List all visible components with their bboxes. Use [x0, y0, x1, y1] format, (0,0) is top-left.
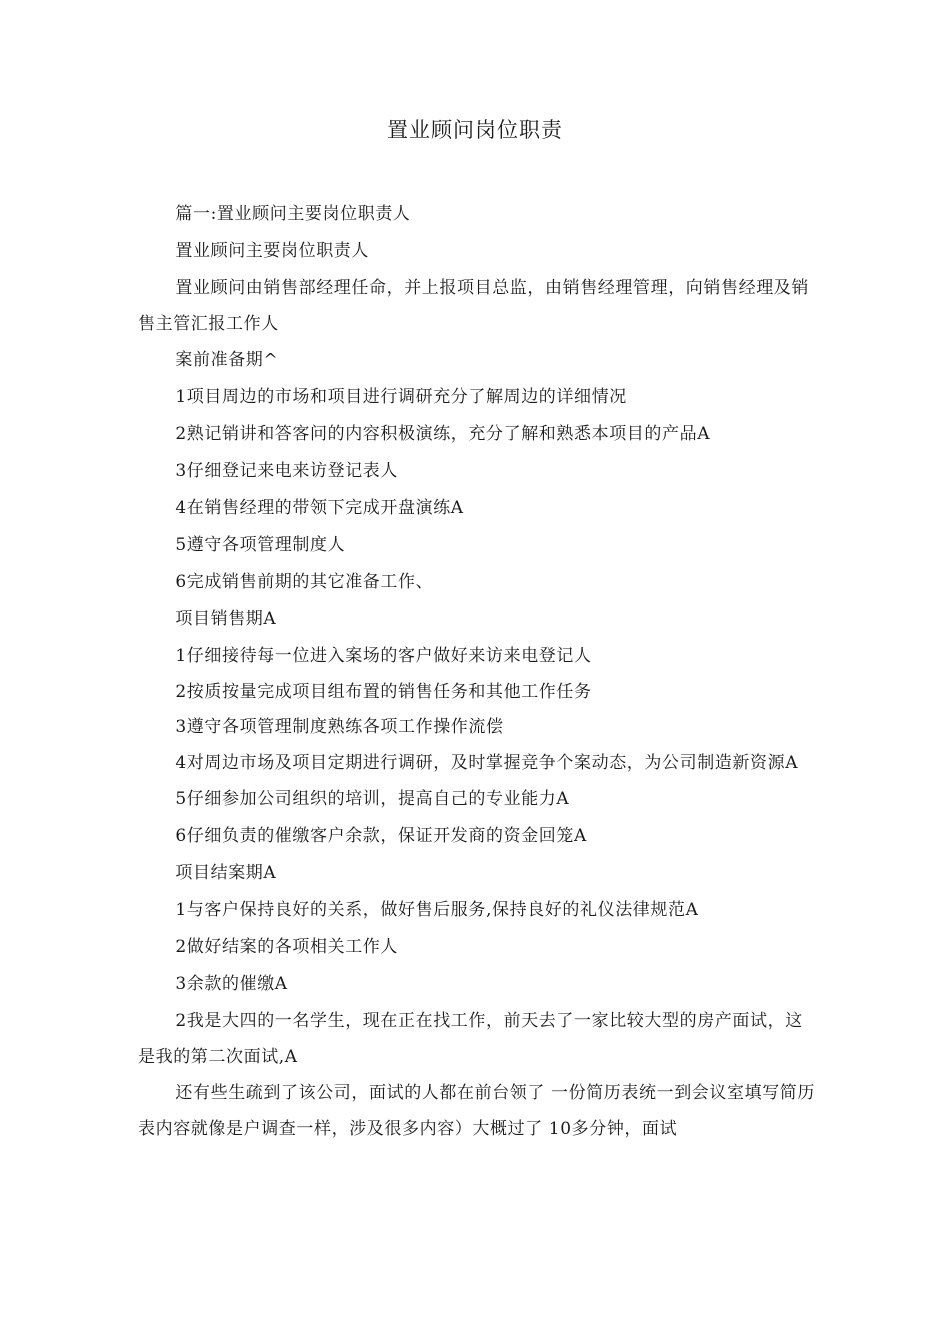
list-item: 6仔细负责的催缴客户余款，保证开发商的资金回笼A	[175, 826, 587, 846]
document-body	[138, 196, 820, 1147]
list-item: 1与客户保持良好的关系，做好售后服务,保持良好的礼仪法律规范A	[175, 900, 699, 920]
document-title: 置业顾问岗位职责	[387, 118, 563, 142]
list-item: 4在销售经理的带领下完成开盘演练A	[175, 498, 464, 518]
list-item: 3遵守各项管理制度熟练各项工作操作流偿	[175, 717, 504, 737]
list-item: 1仔细接待每一位进入案场的客户做好来访来电登记人	[175, 646, 592, 666]
list-item: 2熟记销讲和答客问的内容积极演练，充分了解和熟悉本项目的产品A	[175, 424, 711, 444]
section-heading: 案前准备期^	[175, 350, 279, 370]
list-item: 1项目周边的市场和项目进行调研充分了解周边的详细情况	[175, 387, 627, 407]
section-heading: 项目销售期A	[175, 609, 277, 629]
list-item: 2做好结案的各项相关工作人	[175, 937, 399, 957]
list-item: 2按质按量完成项目组布置的销售任务和其他工作任务	[175, 682, 592, 702]
paragraph: 还有些生疏到了该公司，面试的人都在前台领了 一份简历表统一到会议室填写简历表内容就像是户调查一样，涉及很多内容）大概过了 10多分钟，面试	[138, 1083, 815, 1139]
paragraph: 篇一:置业顾问主要岗位职责人	[175, 204, 411, 224]
paragraph: 置业顾问主要岗位职责人	[175, 241, 369, 261]
section-heading: 项目结案期A	[175, 863, 277, 883]
list-item: 5遵守各项管理制度人	[175, 535, 346, 555]
list-item: 4对周边市场及项目定期进行调研，及时掌握竞争个案动态，为公司制造新资源A	[175, 753, 799, 773]
list-item: 3仔细登记来电来访登记表人	[175, 461, 399, 481]
paragraph: 2我是大四的一名学生，现在正在找工作，前天去了一家比较大型的房产面试，这是我的第二次面试,A	[138, 1011, 803, 1067]
list-item: 5仔细参加公司组织的培训，提高自己的专业能力A	[175, 789, 570, 809]
list-item: 3余款的催缴A	[175, 974, 288, 994]
paragraph: 置业顾问由销售部经理任命，并上报项目总监，由销售经理管理，向销售经理及销售主管汇报工作人	[138, 278, 809, 334]
list-item: 6完成销售前期的其它准备工作、	[175, 572, 434, 592]
